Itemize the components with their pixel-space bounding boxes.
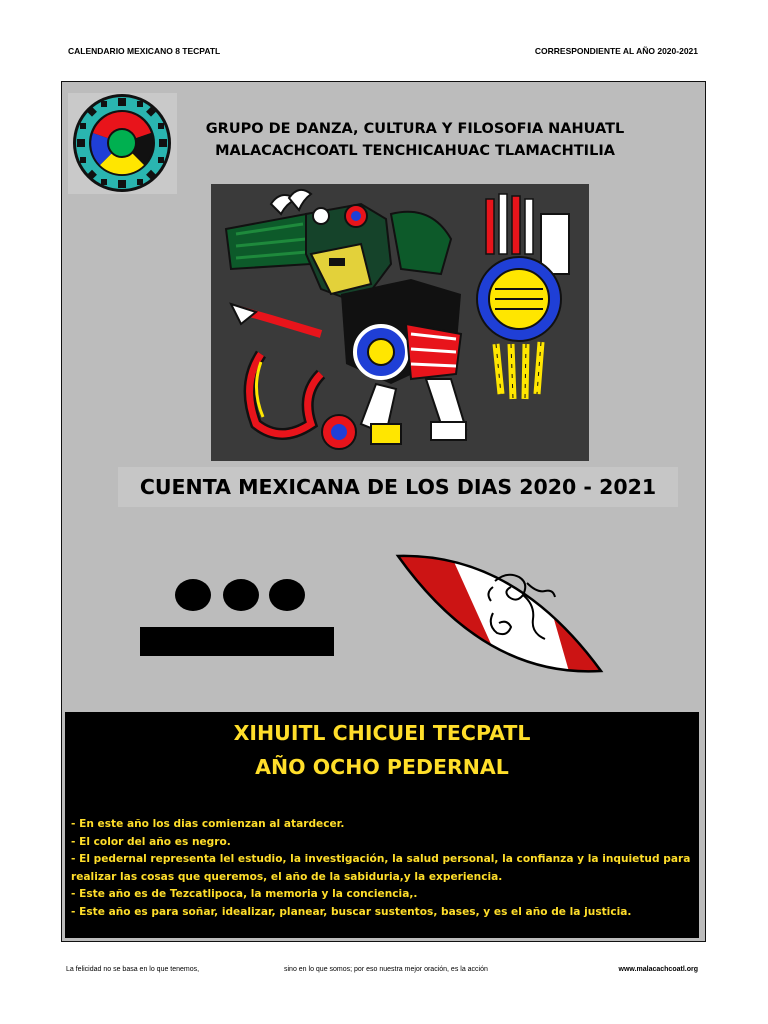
- footer-quote-start: La felicidad no se basa en lo que tenemos,: [66, 966, 200, 973]
- dot-1: [175, 579, 211, 611]
- dot-3: [269, 579, 305, 611]
- calendar-wheel-icon: [68, 93, 177, 194]
- group-title-line-1: GRUPO DE DANZA, CULTURA Y FILOSOFIA NAHUATL: [205, 121, 625, 137]
- list-item: - Este año es de Tezcatlipoca, la memoria y la conciencia,.: [71, 888, 418, 900]
- list-item: - En este año los dias comienzan al atardecer.: [71, 818, 345, 830]
- header-right-text: CORRESPONDIENTE AL AÑO 2020-2021: [534, 46, 698, 56]
- tezcatlipoca-figure-icon: [211, 184, 589, 461]
- year-name-spanish: AÑO OCHO PEDERNAL: [255, 755, 509, 779]
- footer-website-link[interactable]: www.malacachcoatl.org: [618, 966, 698, 973]
- logo: [68, 93, 177, 194]
- list-item: - El pedernal representa lel estudio, la investigación, la salud personal, la confianza y la inquietud para realizar las cosas que queremos, el año de la sabiduria,y la experiencia.: [71, 853, 691, 883]
- list-item: - El color del año es negro.: [71, 835, 231, 848]
- dot-2: [223, 579, 259, 611]
- number-bar: [140, 627, 334, 656]
- header-left-text: CALENDARIO MEXICANO 8 TECPATL: [68, 46, 221, 56]
- year-info-box: [65, 712, 699, 938]
- number-dots: [172, 578, 312, 612]
- footer-quote-end: sino en lo que somos; por eso nuestra mejor oración, es la acción: [284, 966, 488, 973]
- codex-illustration: [211, 184, 589, 461]
- group-title-line-2: MALACACHCOATL TENCHICAHUAC TLAMACHTILIA: [215, 143, 615, 159]
- group-title: [200, 118, 630, 162]
- year-name-nahuatl: XIHUITL CHICUEI TECPATL: [233, 721, 531, 745]
- cuenta-title: CUENTA MEXICANA DE LOS DIAS 2020 - 2021: [118, 467, 678, 507]
- year-notes: [71, 816, 691, 921]
- tecpatl-flint-knife-icon: [395, 553, 605, 675]
- list-item: - Este año es para soñar, idealizar, planear, buscar sustentos, bases, y es el año de la justicia.: [71, 905, 632, 918]
